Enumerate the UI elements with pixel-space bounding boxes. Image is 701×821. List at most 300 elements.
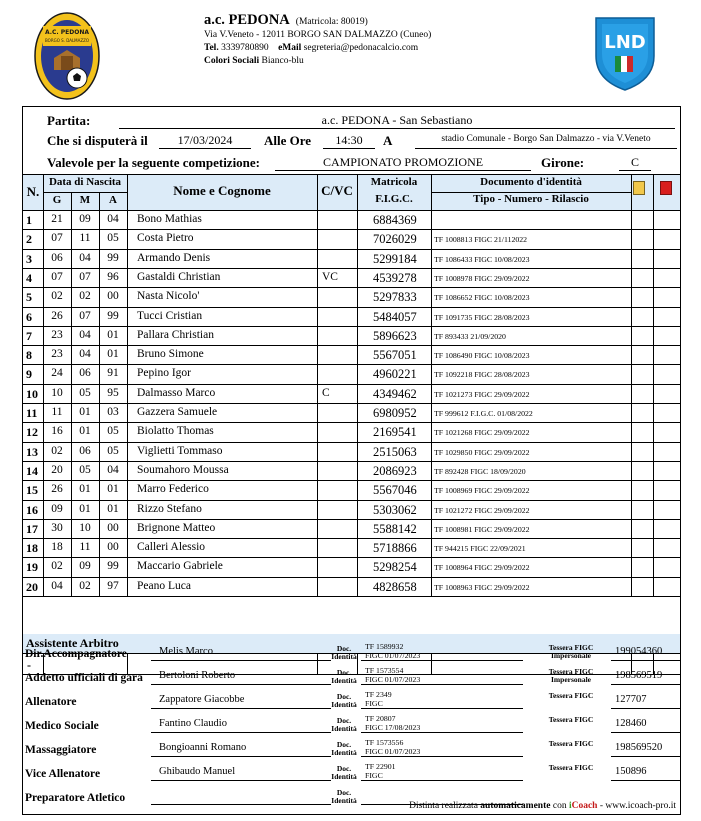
staff-role: Allenatore xyxy=(25,696,77,708)
staff-doc-label: Doc. Identità xyxy=(331,740,357,757)
table-row xyxy=(23,557,680,576)
grid-hline xyxy=(431,192,631,193)
cell-doc: TF 1091735 FIGC 28/08/2023 xyxy=(434,312,530,322)
cell-a: 01 xyxy=(107,348,119,361)
club-colors-line xyxy=(204,55,431,68)
cell-g: 30 xyxy=(51,521,63,534)
table-row xyxy=(23,229,680,248)
venue-label: A xyxy=(383,133,393,148)
staff-doc-line2: FIGC 17/08/2023 xyxy=(365,722,421,732)
grid-hline xyxy=(23,384,680,385)
date-label: Che si disputerà il xyxy=(47,133,148,148)
staff-role: Medico Sociale xyxy=(25,720,99,732)
cell-doc: TF 1021268 FIGC 29/09/2022 xyxy=(434,428,530,438)
red-card-icon xyxy=(660,181,672,195)
club-crest-logo xyxy=(34,12,100,100)
cell-name: Gazzera Samuele xyxy=(137,406,218,418)
cell-a: 05 xyxy=(107,425,119,438)
cell-name: Biolatto Thomas xyxy=(137,425,214,438)
cell-g: 11 xyxy=(51,406,63,418)
staff-doc xyxy=(361,763,523,781)
grid-hline xyxy=(23,519,680,520)
staff-doc-line2: FIGC 01/07/2023 xyxy=(365,650,421,660)
cell-name: Maccario Gabriele xyxy=(137,560,223,573)
staff-doc xyxy=(361,667,523,685)
th-month: M xyxy=(79,194,91,206)
th-figc: F.I.G.C. xyxy=(375,193,413,205)
cell-n: 3 xyxy=(26,251,32,266)
cell-n: 15 xyxy=(26,483,38,498)
competition-line xyxy=(23,151,680,171)
grid-vline xyxy=(43,174,44,596)
cell-doc: TF 1029850 FIGC 29/09/2022 xyxy=(434,447,530,457)
girone-value: C xyxy=(619,155,651,171)
table-row xyxy=(23,307,680,326)
cell-a: 99 xyxy=(107,251,119,264)
cell-m: 11 xyxy=(79,541,91,554)
cell-a: 97 xyxy=(107,579,119,592)
staff-doc-line2: FIGC xyxy=(365,770,383,780)
table-row xyxy=(23,519,680,538)
th-day: G xyxy=(52,194,62,206)
cell-m: 01 xyxy=(79,502,91,515)
cell-name: Marro Federico xyxy=(137,483,209,496)
cell-n: 7 xyxy=(26,328,32,343)
staff-role: Preparatore Atletico xyxy=(25,792,126,804)
cell-name: Calleri Alessio xyxy=(137,541,206,554)
grid-vline xyxy=(317,174,318,596)
table-row xyxy=(23,577,680,596)
cell-doc: TF 1021273 FIGC 29/09/2022 xyxy=(434,389,530,399)
cell-name: Costa Pietro xyxy=(137,232,194,245)
cell-g: 23 xyxy=(51,348,63,361)
cell-n: 18 xyxy=(26,541,38,556)
partita-label: Partita: xyxy=(47,113,91,128)
cell-mat: 5299184 xyxy=(373,251,417,266)
staff-tessera-label: Tessera FIGC xyxy=(548,739,594,748)
staff-doc-label: Doc. Identità xyxy=(331,692,357,709)
cell-a: 00 xyxy=(107,521,119,534)
cell-a: 96 xyxy=(107,270,119,283)
cell-n: 20 xyxy=(26,579,38,594)
crest-text-mid: BORGO S. DALMAZZO xyxy=(45,38,89,43)
team-sheet xyxy=(22,106,681,815)
cell-doc: TF 1008964 FIGC 29/09/2022 xyxy=(434,563,530,573)
table-row xyxy=(23,249,680,268)
cell-mat: 5567051 xyxy=(373,348,417,363)
cell-mat: 2515063 xyxy=(373,444,417,459)
lnd-text: LND xyxy=(604,32,646,53)
cell-name: Soumahoro Moussa xyxy=(137,463,229,476)
grid-hline xyxy=(23,210,680,211)
cell-name: Nasta Nicolo' xyxy=(137,290,200,303)
staff-name: Zappatore Giacobbe xyxy=(151,694,331,709)
cell-g: 02 xyxy=(51,290,63,303)
cell-mat: 5588142 xyxy=(373,521,417,536)
footer-prefix: Distinta realizzata xyxy=(409,801,478,811)
date-value: 17/03/2024 xyxy=(159,133,251,149)
staff-tessera: 198569520 xyxy=(611,742,681,757)
th-year: A xyxy=(109,194,117,206)
date-line xyxy=(23,131,680,151)
cell-mat: 6884369 xyxy=(373,213,417,227)
staff-tessera-label: Tessera FIGC xyxy=(548,691,594,700)
staff-tessera: 127707 xyxy=(611,694,681,709)
grid-vline xyxy=(653,174,654,596)
cell-mat: 5484057 xyxy=(373,309,417,324)
cell-name: Bono Mathias xyxy=(137,213,202,225)
email-label: eMail xyxy=(278,43,302,53)
cell-mat: 5896623 xyxy=(373,328,417,343)
staff-doc xyxy=(361,715,523,733)
footer-credit xyxy=(409,801,676,811)
cell-m: 04 xyxy=(79,348,91,361)
cell-doc: TF 893433 21/09/2020 xyxy=(434,331,506,341)
cell-n: 2 xyxy=(26,232,32,247)
time-label: Alle Ore xyxy=(264,133,312,148)
cell-name: Gastaldi Christian xyxy=(137,270,221,283)
cell-doc: TF 892428 FIGC 18/09/2020 xyxy=(434,466,526,476)
staff-row xyxy=(23,643,680,667)
staff-tessera: 198569519 xyxy=(611,670,681,685)
footer-suffix: - www.icoach-pro.it xyxy=(599,801,676,811)
cell-m: 04 xyxy=(79,328,91,341)
cell-doc: TF 1008963 FIGC 29/09/2022 xyxy=(434,582,530,592)
club-colors: Bianco-blu xyxy=(261,56,304,66)
cell-a: 99 xyxy=(107,309,119,322)
assistant-label: Assistente Arbitro xyxy=(26,636,119,650)
cell-mat: 2086923 xyxy=(373,463,417,478)
club-name: a.c. PEDONA xyxy=(204,12,290,28)
staff-row xyxy=(23,667,680,691)
brand-coach: Coach xyxy=(571,801,598,811)
cell-g: 26 xyxy=(51,483,63,496)
cell-name: Tucci Cristian xyxy=(137,309,203,322)
cell-name: Bruno Simone xyxy=(137,348,204,361)
grid-hline xyxy=(23,326,680,327)
cell-a: 00 xyxy=(107,290,119,303)
cell-n: 6 xyxy=(26,309,32,324)
cell-g: 21 xyxy=(51,213,63,225)
cell-g: 23 xyxy=(51,328,63,341)
cell-doc: TF 999612 F.I.G.C. 01/08/2022 xyxy=(434,409,533,418)
grid-hline xyxy=(23,287,680,288)
cell-name: Dalmasso Marco xyxy=(137,386,216,399)
staff-row xyxy=(23,691,680,715)
staff-doc-line1: TF 1573554 xyxy=(365,666,404,675)
grid-hline xyxy=(23,307,680,308)
staff-role: Massaggiatore xyxy=(25,744,97,756)
grid-hline xyxy=(23,577,680,578)
cell-m: 01 xyxy=(79,406,91,418)
cell-n: 17 xyxy=(26,521,38,536)
staff-doc-line2: FIGC 01/07/2023 xyxy=(365,674,421,684)
colors-label: Colori Sociali xyxy=(204,56,260,66)
cell-m: 05 xyxy=(79,463,91,476)
cell-mat: 4539278 xyxy=(373,270,417,285)
cell-m: 06 xyxy=(79,367,91,380)
staff-row xyxy=(23,739,680,763)
cell-n: 19 xyxy=(26,560,38,575)
table-row xyxy=(23,268,680,287)
cell-n: 8 xyxy=(26,348,32,363)
grid-hline xyxy=(23,557,680,558)
club-contacts xyxy=(204,42,431,55)
cell-a: 05 xyxy=(107,232,119,245)
cell-g: 10 xyxy=(51,386,63,399)
staff-doc xyxy=(361,739,523,757)
table-row xyxy=(23,364,680,383)
table-row xyxy=(23,480,680,499)
cell-n: 16 xyxy=(26,502,38,517)
cell-m: 05 xyxy=(79,386,91,399)
staff-doc-label: Doc. Identità xyxy=(331,668,357,685)
cell-a: 99 xyxy=(107,560,119,573)
lnd-shield-logo xyxy=(592,14,658,92)
cell-a: 01 xyxy=(107,328,119,341)
staff-doc-label: Doc. Identità xyxy=(331,644,357,661)
staff-row xyxy=(23,715,680,739)
grid-hline xyxy=(23,461,680,462)
grid-hline xyxy=(43,192,127,193)
grid-hline xyxy=(23,249,680,250)
cell-a: 04 xyxy=(107,213,119,225)
cell-m: 04 xyxy=(79,251,91,264)
grid-vline xyxy=(71,192,72,596)
cell-mat: 6980952 xyxy=(373,406,417,420)
venue-value: stadio Comunale - Borgo San Dalmazzo - via V.Veneto xyxy=(415,134,677,149)
document-header xyxy=(0,0,701,104)
club-email: segreteria@pedonacalcio.com xyxy=(303,43,419,53)
cell-g: 04 xyxy=(51,579,63,592)
cell-name: Pallara Christian xyxy=(137,328,214,341)
table-row xyxy=(23,210,680,229)
cell-mat: 7026029 xyxy=(373,232,417,247)
cell-n: 13 xyxy=(26,444,38,459)
table-row xyxy=(23,403,680,422)
cell-mat: 5297833 xyxy=(373,290,417,305)
staff-tessera-label: Tessera FIGC Impersonale xyxy=(548,667,594,684)
staff-doc-line1: TF 1573556 xyxy=(365,738,404,747)
cell-a: 05 xyxy=(107,444,119,457)
cell-name: Armando Denis xyxy=(137,251,211,264)
cell-name: Pepino Igor xyxy=(137,367,191,380)
staff-name: Fantino Claudio xyxy=(151,718,331,733)
cell-doc: TF 1008813 FIGC 21/112022 xyxy=(434,235,528,245)
cell-cvc: VC xyxy=(322,270,338,283)
staff-tessera-label: Tessera FIGC Impersonale xyxy=(548,643,594,660)
yellow-card-icon xyxy=(633,181,645,195)
staff-doc-line1: TF 1589932 xyxy=(365,642,404,651)
grid-hline xyxy=(23,364,680,365)
grid-vline xyxy=(99,192,100,596)
cell-m: 07 xyxy=(79,309,91,322)
table-row xyxy=(23,461,680,480)
staff-doc xyxy=(361,691,523,709)
staff-role: Vice Allenatore xyxy=(25,768,101,780)
staff-name: Bongioanni Romano xyxy=(151,742,331,757)
grid-hline xyxy=(23,596,680,597)
cell-n: 11 xyxy=(26,406,38,420)
cell-doc: TF 1086652 FIGC 10/08/2023 xyxy=(434,293,530,303)
table-row xyxy=(23,384,680,403)
cell-g: 26 xyxy=(51,309,63,322)
cell-n: 12 xyxy=(26,425,38,440)
staff-doc-label: Doc. Identità xyxy=(331,788,357,805)
cell-doc: TF 1021272 FIGC 29/09/2022 xyxy=(434,505,530,515)
cell-mat: 5303062 xyxy=(373,502,417,517)
cell-mat: 5567046 xyxy=(373,483,417,498)
cell-m: 09 xyxy=(79,213,91,225)
club-matricola: (Matricola: 80019) xyxy=(295,17,368,27)
club-address: Via V.Veneto - 12011 BORGO SAN DALMAZZO (Cuneo) xyxy=(204,30,432,40)
cell-g: 07 xyxy=(51,232,63,245)
cell-g: 24 xyxy=(51,367,63,380)
staff-tessera: 199054360 xyxy=(611,646,681,661)
staff-tessera: 150896 xyxy=(611,766,681,781)
table-row xyxy=(23,326,680,345)
cell-g: 18 xyxy=(51,541,63,554)
grid-vline xyxy=(127,174,128,596)
cell-m: 01 xyxy=(79,483,91,496)
table-row xyxy=(23,500,680,519)
cell-a: 95 xyxy=(107,386,119,399)
cell-m: 10 xyxy=(79,521,91,534)
staff-tessera: 128460 xyxy=(611,718,681,733)
cell-n: 14 xyxy=(26,463,38,478)
cell-a: 91 xyxy=(107,367,119,380)
cell-g: 07 xyxy=(51,270,63,283)
cell-a: 01 xyxy=(107,502,119,515)
th-number: N. xyxy=(26,184,40,199)
assistant-row-number: - xyxy=(27,658,31,672)
cell-g: 20 xyxy=(51,463,63,476)
cell-doc: TF 1086490 FIGC 10/08/2023 xyxy=(434,351,530,361)
cell-m: 01 xyxy=(79,425,91,438)
table-row xyxy=(23,538,680,557)
cell-mat: 5298254 xyxy=(373,560,417,575)
cell-doc: TF 1008969 FIGC 29/09/2022 xyxy=(434,486,530,496)
grid-hline xyxy=(23,480,680,481)
staff-tessera-label: Tessera FIGC xyxy=(548,763,594,772)
tel-label: Tel. xyxy=(204,43,219,53)
grid-vline xyxy=(631,174,632,596)
table-row xyxy=(23,422,680,441)
club-name-line xyxy=(204,14,431,29)
cell-m: 02 xyxy=(79,290,91,303)
cell-mat: 4349462 xyxy=(373,386,417,401)
cell-n: 1 xyxy=(26,213,32,227)
grid-hline xyxy=(23,500,680,501)
cell-m: 02 xyxy=(79,579,91,592)
staff-doc-line1: TF 22901 xyxy=(365,762,396,771)
cell-name: Rizzo Stefano xyxy=(137,502,202,515)
cell-a: 01 xyxy=(107,483,119,496)
table-row xyxy=(23,345,680,364)
staff-doc xyxy=(361,643,523,661)
table-row xyxy=(23,287,680,306)
cell-g: 16 xyxy=(51,425,63,438)
cell-doc: TF 944215 FIGC 22/09/2021 xyxy=(434,544,526,554)
club-info xyxy=(204,14,431,68)
cell-mat: 2169541 xyxy=(373,425,417,440)
brand-i: i xyxy=(568,801,572,811)
grid-hline xyxy=(23,229,680,230)
competition-label: Valevole per la seguente competizione: xyxy=(47,155,261,170)
th-name: Nome e Cognome xyxy=(173,183,271,198)
staff-name: Melis Marco xyxy=(151,646,331,661)
cell-m: 07 xyxy=(79,270,91,283)
staff-name xyxy=(151,790,331,805)
grid-hline xyxy=(23,268,680,269)
grid-hline xyxy=(23,403,680,404)
staff-doc-label: Doc. Identità xyxy=(331,716,357,733)
cell-mat: 4960221 xyxy=(373,367,417,382)
staff-role: Dir.Accompagnatore xyxy=(25,648,127,660)
cell-a: 04 xyxy=(107,463,119,476)
staff-doc-line1: TF 20807 xyxy=(365,714,396,723)
grid-vline xyxy=(357,174,358,596)
cell-g: 09 xyxy=(51,502,63,515)
cell-g: 02 xyxy=(51,560,63,573)
cell-n: 10 xyxy=(26,386,38,401)
th-document: Documento d'identità xyxy=(480,176,582,188)
th-dob: Data di Nascita xyxy=(48,176,122,188)
cell-n: 9 xyxy=(26,367,32,382)
cell-doc: TF 1008981 FIGC 29/09/2022 xyxy=(434,524,530,534)
table-row xyxy=(23,442,680,461)
cell-m: 11 xyxy=(79,232,91,245)
time-value: 14:30 xyxy=(323,133,375,149)
cell-a: 03 xyxy=(107,406,119,418)
grid-hline xyxy=(23,538,680,539)
cell-mat: 4828658 xyxy=(373,579,417,594)
footer-mid: con xyxy=(552,801,567,811)
cell-doc: TF 1092218 FIGC 28/08/2023 xyxy=(434,370,530,380)
cell-n: 5 xyxy=(26,290,32,305)
club-tel: 3339780890 xyxy=(221,43,269,53)
staff-role: Addetto ufficiali di gara xyxy=(25,672,143,684)
th-document-detail: Tipo - Numero - Rilascio xyxy=(473,193,589,205)
cell-name: Viglietti Tommaso xyxy=(137,444,223,457)
crest-text-top: A.C. PEDONA xyxy=(44,29,90,36)
staff-name: Bertoloni Roberto xyxy=(151,670,331,685)
cell-name: Peano Luca xyxy=(137,579,191,592)
cell-doc: TF 1008978 FIGC 29/09/2022 xyxy=(434,273,530,283)
staff-tessera-label: Tessera FIGC xyxy=(548,715,594,724)
staff-doc-line2: FIGC 01/07/2023 xyxy=(365,746,421,756)
th-cvc: C/VC xyxy=(321,183,353,198)
girone-label: Girone: xyxy=(541,155,585,170)
grid-hline xyxy=(23,345,680,346)
staff-doc-line2: FIGC xyxy=(365,698,383,708)
grid-hline xyxy=(23,422,680,423)
cell-m: 06 xyxy=(79,444,91,457)
cell-a: 00 xyxy=(107,541,119,554)
match-line xyxy=(23,111,680,131)
cell-mat: 5718866 xyxy=(373,541,417,556)
cell-g: 02 xyxy=(51,444,63,457)
competition-value: CAMPIONATO PROMOZIONE xyxy=(275,155,531,171)
cell-g: 06 xyxy=(51,251,63,264)
staff-name: Ghibaudo Manuel xyxy=(151,766,331,781)
cell-doc: TF 1086433 FIGC 10/08/2023 xyxy=(434,254,530,264)
cell-n: 4 xyxy=(26,270,32,285)
grid-vline xyxy=(431,174,432,596)
grid-hline xyxy=(23,174,680,175)
staff-doc-label: Doc. Identità xyxy=(331,764,357,781)
th-matricola: Matricola xyxy=(370,176,418,188)
